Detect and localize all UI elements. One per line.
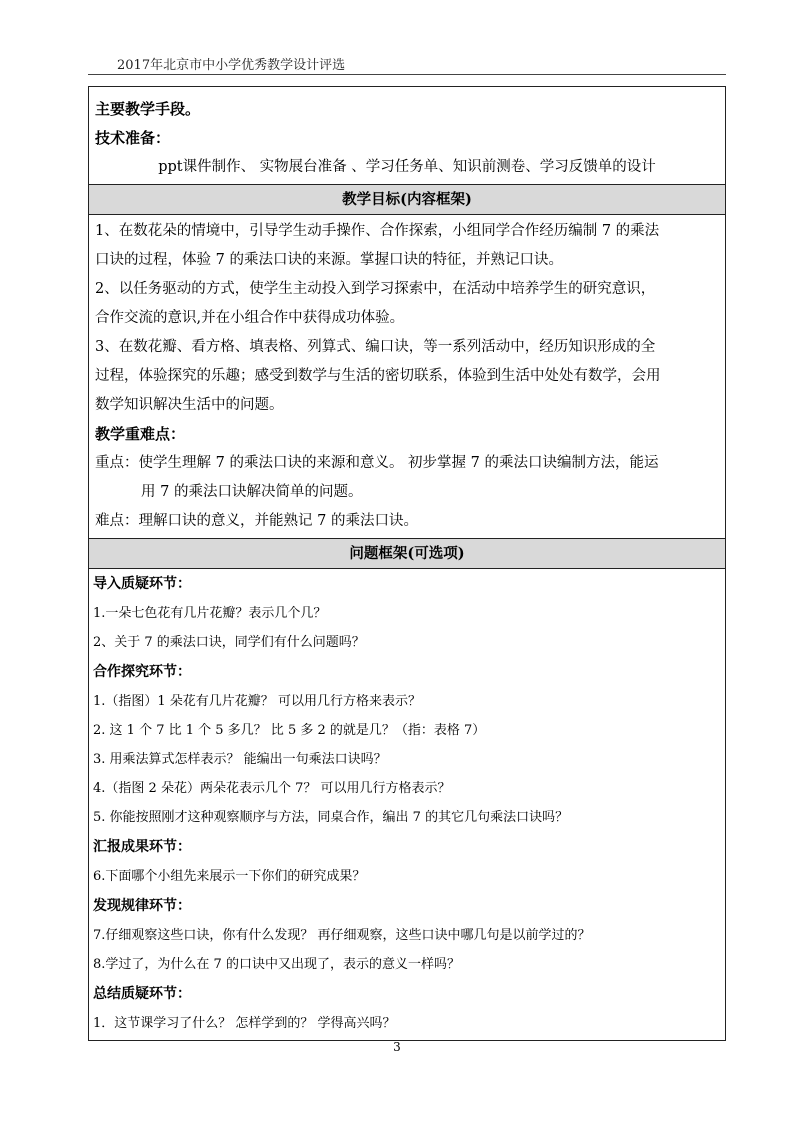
question-item: 8.学过了，为什么在 7 的口诀中又出现了，表示的意义一样吗？: [93, 957, 460, 972]
difficult-point: 难点：理解口诀的意义，并能熟记 7 的乘法口诀。: [95, 513, 418, 529]
questions-section-title: 问题框架(可选项): [89, 538, 725, 569]
goal-3-line-2: 过程，体验探究的乐趣；感受到数学与生活的密切联系，体验到生活中处处有数学，会用: [95, 368, 661, 384]
question-item: 6.下面哪个小组先来展示一下你们的研究成果？: [93, 869, 366, 884]
goal-1-line-1: 1、在数花朵的情境中，引导学生动手操作、合作探索，小组同学合作经历编制 7 的乘法: [95, 223, 660, 239]
question-item: 1．这节课学习了什么？ 怎样学到的？ 学得高兴吗？: [93, 1016, 396, 1031]
tech-prep-heading: 技术准备：: [95, 129, 171, 147]
goals-section-title: 教学目标(内容框架): [89, 184, 725, 215]
question-item: 7.仔细观察这些口诀，你有什么发现？ 再仔细观察，这些口诀中哪几句是以前学过的？: [93, 928, 591, 943]
teaching-means-cell: [89, 87, 725, 184]
document-header: 2017年北京市中小学优秀教学设计评选: [117, 58, 346, 73]
question-group-heading: 总结质疑环节：: [93, 986, 191, 1002]
lesson-plan-table: [88, 86, 726, 1041]
header-rule: [88, 74, 726, 75]
question-item: 5. 你能按照刚才这种观察顺序与方法，同桌合作，编出 7 的其它几句乘法口诀吗？: [93, 810, 569, 825]
question-item: 2、关于 7 的乘法口诀，同学们有什么问题吗？: [93, 635, 365, 650]
page-number: 3: [393, 1040, 401, 1054]
goals-cell: [89, 215, 725, 538]
questions-cell: [89, 569, 725, 1040]
tech-prep-items: ppt课件制作、 实物展台准备 、学习任务单、知识前测卷、学习反馈单的设计: [158, 159, 656, 175]
question-group-heading: 汇报成果环节：: [93, 839, 191, 855]
goal-3-line-3: 数学知识解决生活中的问题。: [95, 397, 284, 413]
teaching-means-heading: 主要教学手段。: [95, 100, 201, 118]
goal-3-line-1: 3、在数花瓣、看方格、填表格、列算式、编口诀，等一系列活动中，经历知识形成的全: [95, 339, 656, 355]
question-item: 1.一朵七色花有几片花瓣？表示几个几？: [93, 606, 327, 621]
goal-2-line-2: 合作交流的意识,并在小组合作中获得成功体验。: [95, 310, 405, 326]
question-group-heading: 合作探究环节：: [93, 664, 191, 680]
question-group-heading: 导入质疑环节：: [93, 576, 191, 592]
question-item: 1.（指图）1 朵花有几片花瓣？ 可以用几行方格来表示？: [93, 694, 421, 709]
question-item: 2. 这 1 个 7 比 1 个 5 多几？ 比 5 多 2 的就是几？（指：表格 7）: [93, 723, 486, 738]
key-point-line-2: 用 7 的乘法口诀解决简单的问题。: [141, 484, 363, 500]
difficulty-heading: 教学重难点：: [95, 425, 186, 443]
goal-2-line-1: 2、以任务驱动的方式，使学生主动投入到学习探索中，在活动中培养学生的研究意识，: [95, 281, 656, 297]
key-point-line-1: 重点：使学生理解 7 的乘法口诀的来源和意义。 初步掌握 7 的乘法口诀编制方法，能运: [95, 455, 659, 471]
question-item: 4.（指图 2 朵花）两朵花表示几个 7？ 可以用几行方格表示？: [93, 781, 451, 796]
question-item: 3. 用乘法算式怎样表示？ 能编出一句乘法口诀吗？: [93, 752, 387, 767]
goal-1-line-2: 口诀的过程，体验 7 的乘法口诀的来源。掌握口诀的特征，并熟记口诀。: [95, 252, 563, 268]
question-group-heading: 发现规律环节：: [93, 898, 191, 914]
